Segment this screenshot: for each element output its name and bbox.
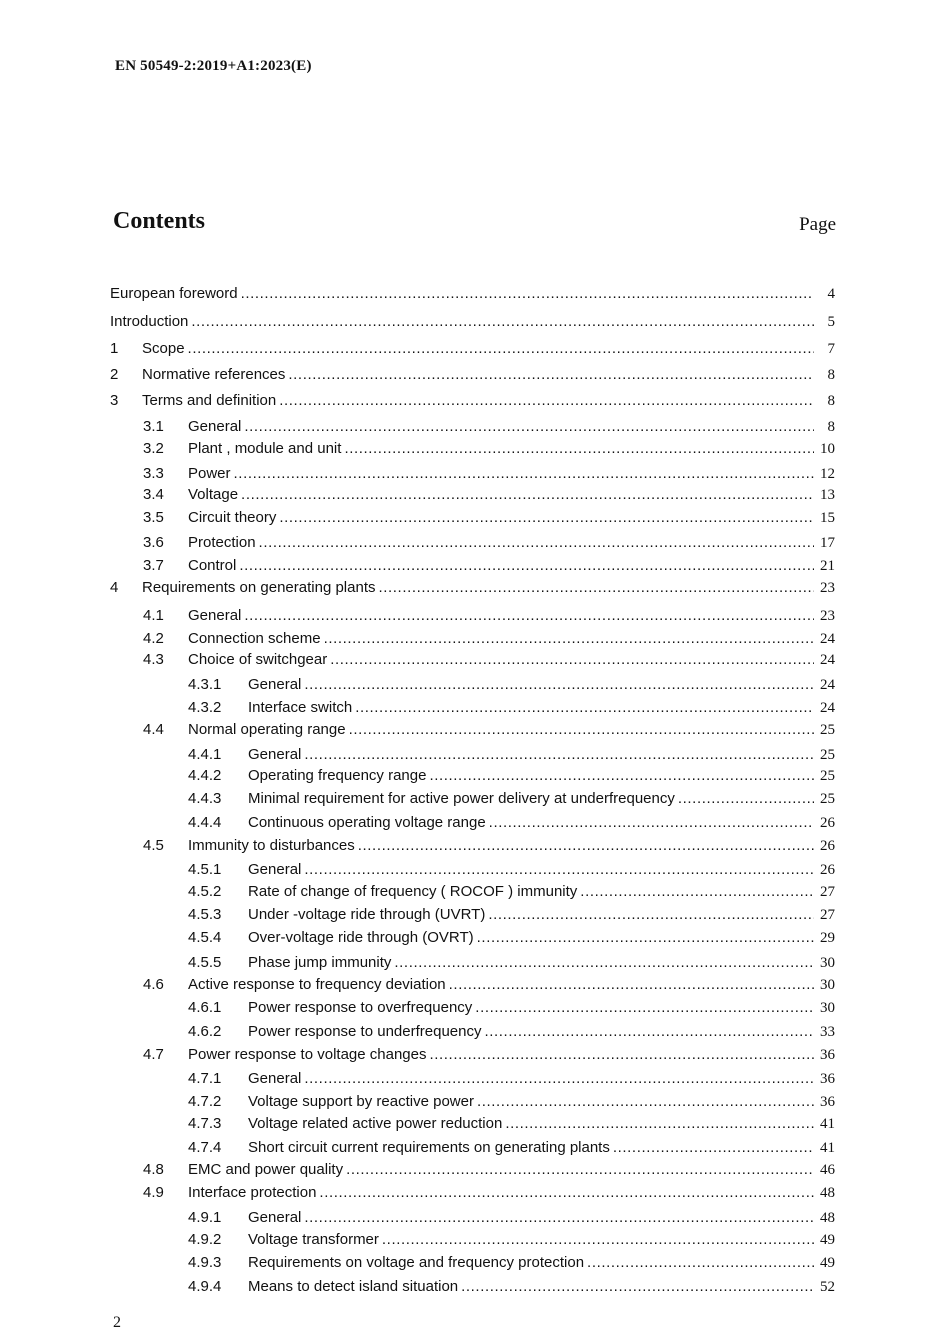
toc-entry-page: 8 — [827, 393, 835, 409]
toc-entry-title: Plant , module and unit — [188, 440, 342, 457]
toc-entry-title: Means to detect island situation — [248, 1278, 459, 1295]
dot-leader — [304, 676, 814, 693]
toc-entry-page: 30 — [820, 977, 835, 993]
toc-entry[interactable] — [188, 676, 835, 696]
toc-entry-page: 27 — [820, 884, 835, 900]
dot-leader — [378, 579, 814, 596]
toc-entry-number: 1 — [110, 340, 119, 357]
dot-leader — [279, 509, 814, 526]
toc-entry-title: Minimal requirement for active power delivery at underfrequency — [248, 790, 675, 807]
toc-entry[interactable] — [188, 1139, 835, 1159]
toc-entry-page: 36 — [820, 1071, 835, 1087]
toc-entry-number: 4.2 — [143, 630, 164, 647]
toc-entry-number: 4.7.4 — [188, 1139, 222, 1156]
toc-entry-title: Power — [188, 465, 231, 482]
toc-entry-title: Requirements on voltage and frequency protection — [248, 1254, 585, 1271]
toc-entry-page: 33 — [820, 1024, 835, 1040]
dot-leader — [244, 418, 814, 435]
contents-title: Contents — [113, 208, 206, 234]
toc-entry-number: 4.6.2 — [188, 1023, 222, 1040]
toc-entry-title: Short circuit current requirements on generating plants — [248, 1139, 610, 1156]
toc-entry[interactable] — [143, 607, 835, 627]
toc-entry[interactable] — [110, 366, 835, 386]
toc-entry-page: 8 — [827, 419, 835, 435]
toc-entry-number: 4.9.4 — [188, 1278, 222, 1295]
toc-entry-page: 48 — [820, 1185, 835, 1201]
toc-entry-number: 3.3 — [143, 465, 164, 482]
toc-entry[interactable] — [188, 1070, 835, 1090]
dot-leader — [259, 534, 814, 551]
toc-entry-number: 4.3 — [143, 651, 164, 668]
toc-entry-number: 4.7.3 — [188, 1115, 222, 1132]
toc-entry-title: Active response to frequency deviation — [188, 976, 446, 993]
toc-entry-number: 4.4.2 — [188, 767, 222, 784]
toc-entry-title: General — [248, 746, 302, 763]
dot-leader — [358, 837, 814, 854]
dot-leader — [613, 1139, 814, 1156]
toc-entry-number: 3.1 — [143, 418, 164, 435]
toc-entry-title: General — [248, 676, 302, 693]
toc-entry-title: Voltage related active power reduction — [248, 1115, 503, 1132]
toc-entry-number: 2 — [110, 366, 119, 383]
toc-entry-title: Voltage — [188, 486, 239, 503]
dot-leader — [477, 929, 814, 946]
toc-entry-page: 10 — [820, 441, 835, 457]
toc-entry[interactable] — [143, 630, 835, 650]
dot-leader — [678, 790, 814, 807]
toc-entry-page: 36 — [820, 1047, 835, 1063]
toc-entry-number: 4.6.1 — [188, 999, 222, 1016]
dot-leader — [279, 392, 814, 409]
toc-entry-number: 4.5.4 — [188, 929, 222, 946]
dot-leader — [394, 954, 814, 971]
toc-entry-number: 4.9.3 — [188, 1254, 222, 1271]
toc-entry-title: Voltage transformer — [248, 1231, 379, 1248]
toc-entry[interactable] — [188, 790, 835, 810]
dot-leader — [244, 607, 814, 624]
dot-leader — [429, 767, 814, 784]
toc-entry-number: 4.9 — [143, 1184, 164, 1201]
toc-entry-number: 3 — [110, 392, 119, 409]
toc-entry-title: European foreword — [110, 285, 238, 302]
toc-entry-number: 3.4 — [143, 486, 164, 503]
toc-entry-title: Interface switch — [248, 699, 353, 716]
dot-leader — [489, 814, 814, 831]
toc-entry-title: Immunity to disturbances — [188, 837, 355, 854]
dot-leader — [239, 557, 814, 574]
toc-entry[interactable] — [188, 1023, 835, 1043]
toc-entry-title: Power response to underfrequency — [248, 1023, 482, 1040]
toc-entry[interactable] — [188, 699, 835, 719]
toc-entry-title: Protection — [188, 534, 256, 551]
toc-entry-page: 29 — [820, 930, 835, 946]
toc-entry-page: 49 — [820, 1232, 835, 1248]
toc-entry[interactable] — [143, 509, 835, 529]
toc-entry-page: 26 — [820, 862, 835, 878]
toc-entry[interactable] — [110, 579, 835, 599]
dot-leader — [580, 883, 814, 900]
toc-entry-number: 4.5.3 — [188, 906, 222, 923]
dot-leader — [587, 1254, 814, 1271]
toc-entry-page: 24 — [820, 677, 835, 693]
dot-leader — [429, 1046, 814, 1063]
toc-entry-page: 23 — [820, 580, 835, 596]
toc-entry-page: 36 — [820, 1094, 835, 1110]
toc-entry-number: 4.4.1 — [188, 746, 222, 763]
dot-leader — [288, 366, 814, 383]
toc-entry-title: Connection scheme — [188, 630, 321, 647]
toc-entry-title: General — [188, 607, 242, 624]
toc-entry-page: 8 — [827, 367, 835, 383]
toc-entry-title: Normative references — [142, 366, 286, 383]
toc-entry[interactable] — [143, 1046, 835, 1066]
toc-entry-title: Normal operating range — [188, 721, 346, 738]
toc-entry[interactable] — [143, 837, 835, 857]
toc-entry[interactable] — [143, 1161, 835, 1181]
toc-entry-page: 26 — [820, 838, 835, 854]
toc-entry-page: 46 — [820, 1162, 835, 1178]
toc-entry-page: 25 — [820, 722, 835, 738]
toc-entry-number: 4.4.3 — [188, 790, 222, 807]
toc-entry-page: 27 — [820, 907, 835, 923]
document-header: EN 50549-2:2019+A1:2023(E) — [115, 58, 312, 74]
toc-entry[interactable] — [110, 392, 835, 412]
toc-entry-number: 4.4.4 — [188, 814, 222, 831]
toc-entry-title: Introduction — [110, 313, 189, 330]
dot-leader — [319, 1184, 814, 1201]
toc-entry-title: General — [188, 418, 242, 435]
toc-entry-title: Continuous operating voltage range — [248, 814, 486, 831]
toc-entry-number: 4.3.1 — [188, 676, 222, 693]
dot-leader — [382, 1231, 814, 1248]
toc-entry[interactable] — [143, 418, 835, 438]
toc-entry[interactable] — [143, 1184, 835, 1204]
toc-entry[interactable] — [110, 285, 835, 305]
toc-entry-page: 41 — [820, 1116, 835, 1132]
toc-entry[interactable] — [188, 814, 835, 834]
toc-entry[interactable] — [143, 465, 835, 485]
toc-entry-title: Circuit theory — [188, 509, 277, 526]
toc-entry[interactable] — [188, 767, 835, 787]
toc-entry[interactable] — [188, 1209, 835, 1229]
toc-entry-title: Rate of change of frequency ( ROCOF ) immunity — [248, 883, 578, 900]
toc-entry-page: 23 — [820, 608, 835, 624]
dot-leader — [488, 906, 814, 923]
toc-entry-title: Voltage support by reactive power — [248, 1093, 474, 1110]
toc-entry-title: General — [248, 1209, 302, 1226]
dot-leader — [304, 1209, 814, 1226]
dot-leader — [355, 699, 814, 716]
toc-entry[interactable] — [143, 721, 835, 741]
toc-entry-page: 7 — [827, 341, 835, 357]
toc-entry-title: Choice of switchgear — [188, 651, 328, 668]
toc-entry-title: Terms and definition — [142, 392, 277, 409]
toc-entry[interactable] — [143, 557, 835, 577]
dot-leader — [330, 651, 814, 668]
toc-entry-title: Interface protection — [188, 1184, 317, 1201]
toc-entry[interactable] — [188, 1278, 835, 1298]
toc-entry-page: 24 — [820, 700, 835, 716]
toc-entry[interactable] — [143, 534, 835, 554]
dot-leader — [346, 1161, 814, 1178]
dot-leader — [241, 285, 814, 302]
dot-leader — [304, 1070, 814, 1087]
toc-entry-page: 17 — [820, 535, 835, 551]
toc-entry-number: 4.3.2 — [188, 699, 222, 716]
dot-leader — [191, 313, 814, 330]
dot-leader — [304, 746, 814, 763]
toc-entry-title: General — [248, 861, 302, 878]
toc-entry-number: 4.5.5 — [188, 954, 222, 971]
toc-entry[interactable] — [188, 906, 835, 926]
toc-entry-page: 52 — [820, 1279, 835, 1295]
toc-entry-title: Over-voltage ride through (OVRT) — [248, 929, 474, 946]
toc-entry-page: 21 — [820, 558, 835, 574]
toc-entry-number: 4.7.2 — [188, 1093, 222, 1110]
page-column-label: Page — [799, 214, 836, 235]
toc-entry-page: 4 — [827, 286, 835, 302]
toc-entry-number: 4.9.1 — [188, 1209, 222, 1226]
toc-entry-page: 12 — [820, 466, 835, 482]
toc-entry[interactable] — [188, 861, 835, 881]
dot-leader — [349, 721, 814, 738]
toc-entry[interactable] — [143, 651, 835, 671]
toc-entry[interactable] — [143, 976, 835, 996]
toc-entry-page: 13 — [820, 487, 835, 503]
dot-leader — [505, 1115, 814, 1132]
toc-entry-title: General — [248, 1070, 302, 1087]
toc-entry-title: Control — [188, 557, 237, 574]
toc-entry-number: 4.8 — [143, 1161, 164, 1178]
toc-entry[interactable] — [188, 929, 835, 949]
toc-entry-page: 48 — [820, 1210, 835, 1226]
toc-entry-page: 30 — [820, 955, 835, 971]
toc-entry-number: 3.5 — [143, 509, 164, 526]
toc-entry-number: 4.6 — [143, 976, 164, 993]
dot-leader — [304, 861, 814, 878]
dot-leader — [461, 1278, 814, 1295]
toc-entry[interactable] — [188, 999, 835, 1019]
toc-entry[interactable] — [188, 1231, 835, 1251]
toc-entry-title: Under -voltage ride through (UVRT) — [248, 906, 486, 923]
toc-entry[interactable] — [188, 1254, 835, 1274]
page-number: 2 — [113, 1314, 121, 1331]
toc-entry-number: 4.4 — [143, 721, 164, 738]
toc-entry-title: Requirements on generating plants — [142, 579, 376, 596]
toc-entry-page: 24 — [820, 631, 835, 647]
toc-entry-page: 30 — [820, 1000, 835, 1016]
toc-entry-number: 3.7 — [143, 557, 164, 574]
toc-entry-page: 5 — [827, 314, 835, 330]
toc-entry-page: 25 — [820, 768, 835, 784]
dot-leader — [475, 999, 814, 1016]
toc-entry-number: 4.7 — [143, 1046, 164, 1063]
toc-entry-number: 3.6 — [143, 534, 164, 551]
toc-entry-page: 26 — [820, 815, 835, 831]
toc-entry-page: 24 — [820, 652, 835, 668]
toc-entry-title: Power response to voltage changes — [188, 1046, 427, 1063]
dot-leader — [477, 1093, 814, 1110]
toc-entry[interactable] — [188, 883, 835, 903]
toc-entry-number: 4.7.1 — [188, 1070, 222, 1087]
dot-leader — [484, 1023, 814, 1040]
toc-entry-title: EMC and power quality — [188, 1161, 344, 1178]
toc-entry-title: Power response to overfrequency — [248, 999, 473, 1016]
dot-leader — [449, 976, 814, 993]
toc-entry[interactable] — [188, 746, 835, 766]
toc-entry-page: 49 — [820, 1255, 835, 1271]
toc-entry-page: 25 — [820, 747, 835, 763]
toc-entry-number: 3.2 — [143, 440, 164, 457]
toc-entry-number: 4.1 — [143, 607, 164, 624]
dot-leader — [241, 486, 814, 503]
toc-entry-number: 4 — [110, 579, 119, 596]
toc-entry[interactable] — [188, 1115, 835, 1135]
toc-entry-number: 4.9.2 — [188, 1231, 222, 1248]
toc-entry-number: 4.5 — [143, 837, 164, 854]
toc-entry[interactable] — [143, 486, 835, 506]
toc-entry[interactable] — [188, 954, 835, 974]
toc-entry-page: 15 — [820, 510, 835, 526]
toc-entry-page: 25 — [820, 791, 835, 807]
toc-entry-title: Phase jump immunity — [248, 954, 392, 971]
toc-entry[interactable] — [188, 1093, 835, 1113]
toc-entry[interactable] — [143, 440, 835, 460]
dot-leader — [344, 440, 814, 457]
toc-entry-number: 4.5.2 — [188, 883, 222, 900]
dot-leader — [234, 465, 814, 482]
toc-entry-page: 41 — [820, 1140, 835, 1156]
toc-entry-title: Operating frequency range — [248, 767, 427, 784]
dot-leader — [188, 340, 814, 357]
toc-entry[interactable] — [110, 340, 835, 360]
toc-entry[interactable] — [110, 313, 835, 333]
toc-entry-number: 4.5.1 — [188, 861, 222, 878]
dot-leader — [324, 630, 814, 647]
toc-entry-title: Scope — [142, 340, 185, 357]
